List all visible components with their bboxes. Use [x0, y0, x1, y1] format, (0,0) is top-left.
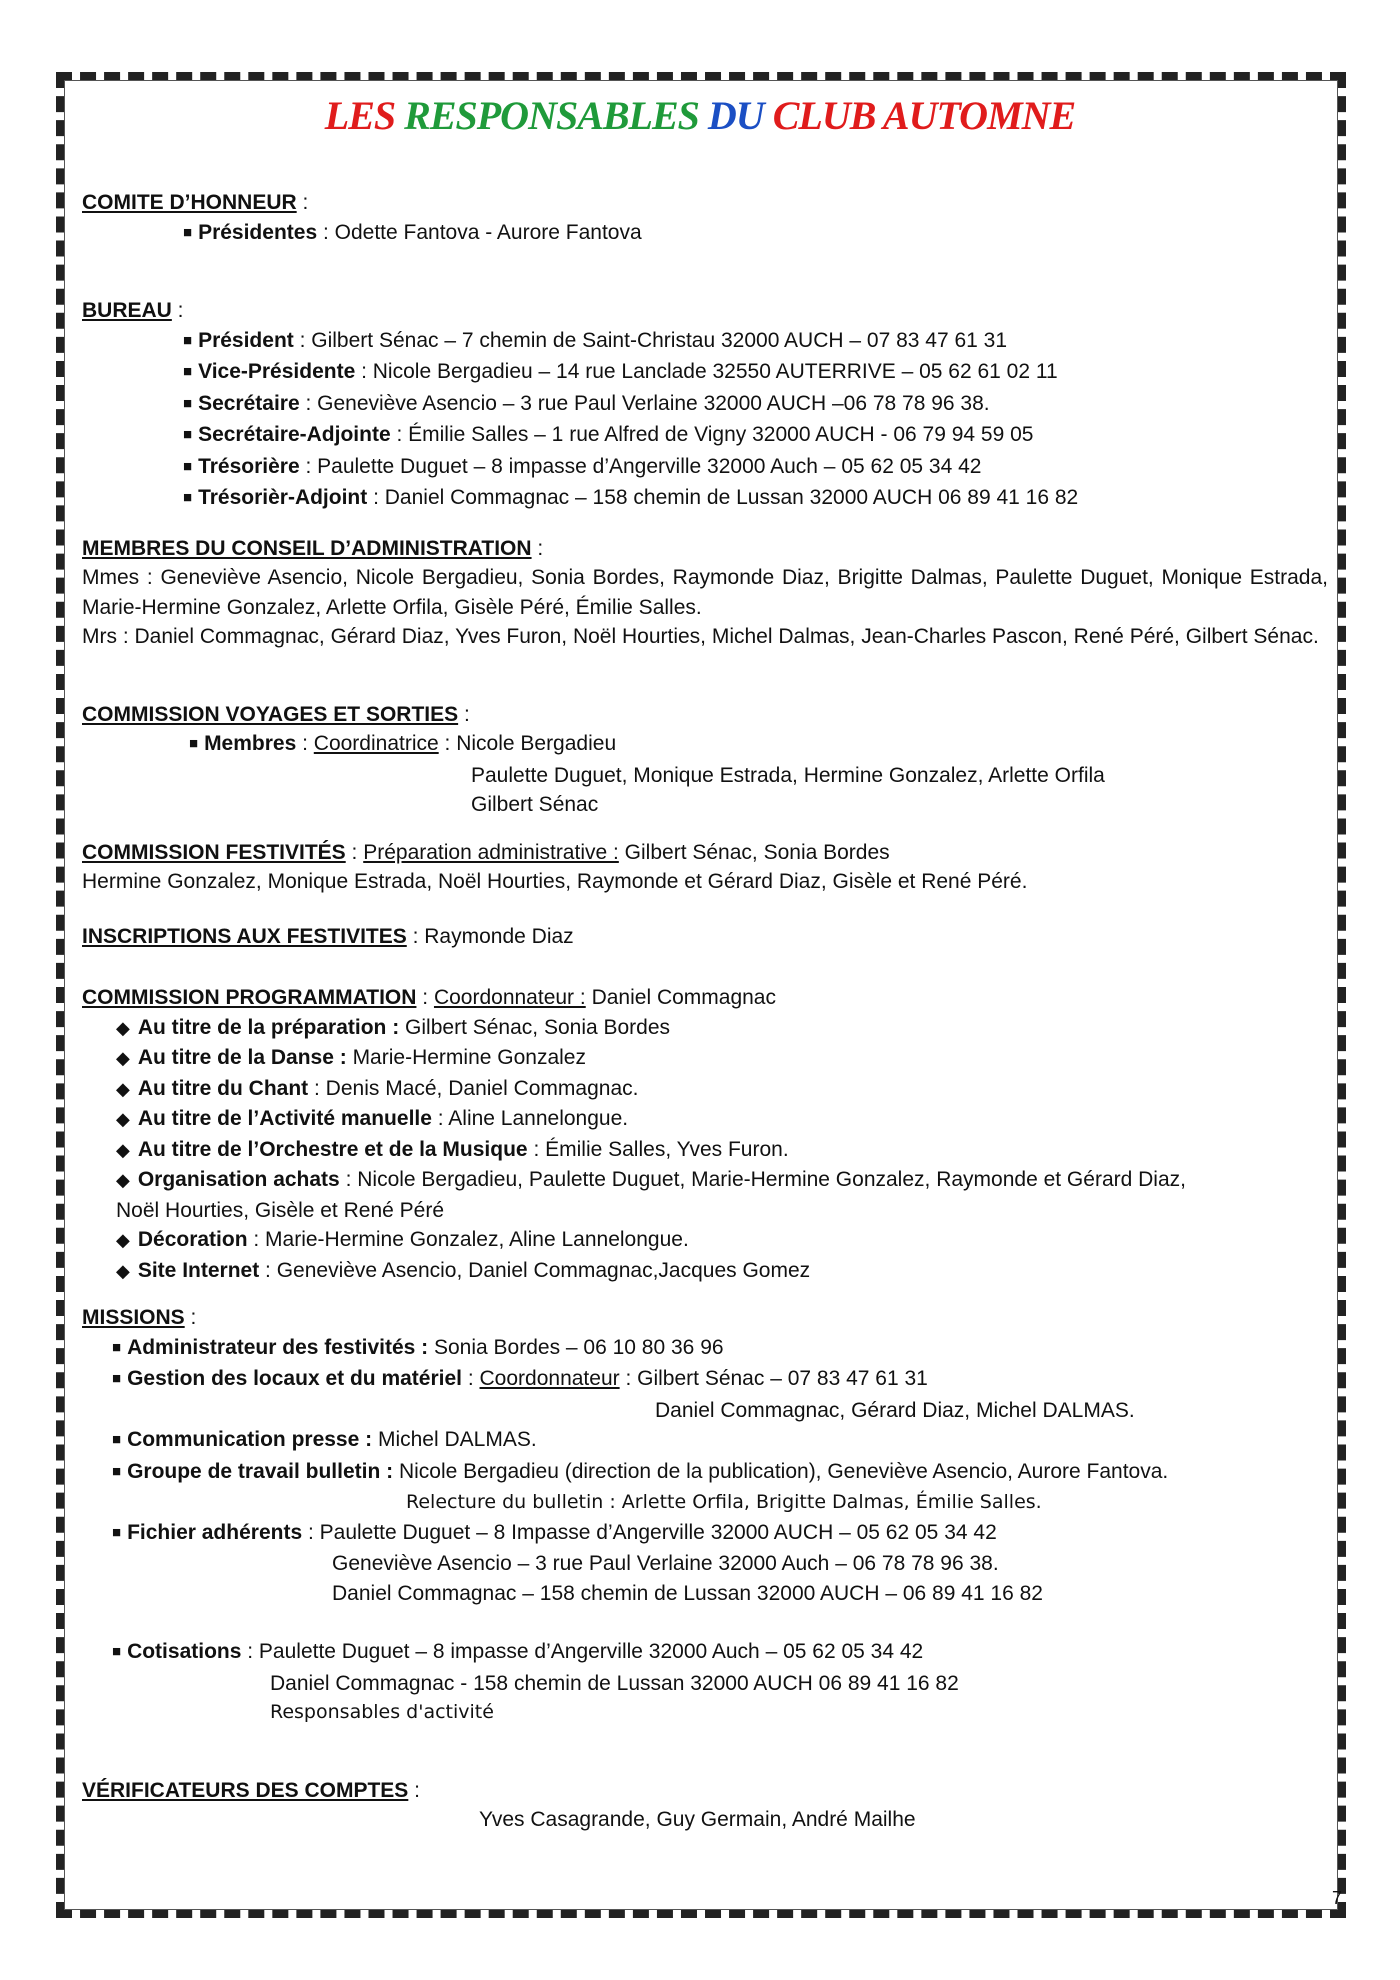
missions-value: : Paulette Duguet – 8 Impasse d’Angerville 32000 AUCH – 05 62 05 34 42: [302, 1520, 997, 1544]
bureau-value: : Gilbert Sénac – 7 chemin de Saint-Christau 32000 AUCH – 07 83 47 61 31: [293, 328, 1008, 352]
bureau-item: [82, 326, 1328, 358]
programmation-value: : Geneviève Asencio, Daniel Commagnac,Jacques Gomez: [259, 1258, 811, 1282]
sep: :: [462, 1367, 480, 1390]
programmation-item: [82, 1135, 1328, 1166]
honneur-item: [82, 218, 1328, 250]
missions-role: ■ Administrateur des festivités :: [112, 1336, 428, 1359]
festivites-heading-line: [82, 838, 1328, 868]
honneur-heading-line: [82, 188, 1328, 218]
page-title: [0, 92, 1400, 139]
programmation-item: [82, 1256, 1328, 1287]
bullet-value: : Odette Fantova - Aurore Fantova: [317, 220, 642, 244]
bureau-item: [82, 420, 1328, 452]
programmation-role: ◆ Au titre de la préparation :: [116, 1016, 399, 1039]
programmation-coord-value: Daniel Commagnac: [585, 986, 776, 1009]
missions-role: ■ Cotisations: [112, 1640, 241, 1663]
bureau-item: [82, 389, 1328, 421]
missions-heading-line: [82, 1303, 1328, 1333]
programmation-value: : Nicole Bergadieu, Paulette Duguet, Marie-Hermine Gonzalez, Raymonde et Gérard Diaz,: [339, 1168, 1186, 1191]
bureau-item: [82, 357, 1328, 389]
programmation-heading: COMMISSION PROGRAMMATION: [82, 986, 417, 1009]
conseil-heading: MEMBRES DU CONSEIL D’ADMINISTRATION: [82, 536, 532, 560]
heading-sep: :: [458, 702, 470, 726]
programmation-item: [82, 1013, 1328, 1044]
title-part-4: CLUB AUTOMNE: [772, 93, 1076, 138]
voyages-members-cont: Paulette Duguet, Monique Estrada, Hermine Gonzalez, Arlette Orfila: [471, 763, 1105, 787]
programmation-value: : Denis Macé, Daniel Commagnac.: [308, 1076, 639, 1100]
programmation-item: [82, 1074, 1328, 1105]
missions-item: [82, 1637, 1328, 1669]
sep: :: [416, 986, 434, 1009]
bureau-value: : Paulette Duguet – 8 impasse d’Angerville 32000 Auch – 05 62 05 34 42: [299, 454, 982, 478]
programmation-item: [82, 1165, 1328, 1196]
sep: :: [296, 732, 314, 755]
inscriptions-line: [82, 922, 1328, 952]
bureau-heading: BUREAU: [82, 299, 172, 322]
missions-item: [82, 1518, 1328, 1550]
missions-item: [82, 1364, 1328, 1396]
missions-item-cont: Geneviève Asencio – 3 rue Paul Verlaine 32000 Auch – 06 78 78 96 38.: [332, 1552, 999, 1575]
inscriptions-value: : Raymonde Diaz: [406, 924, 574, 948]
voyages-members: [82, 729, 1328, 761]
missions-role: ■ Groupe de travail bulletin :: [112, 1460, 393, 1483]
heading-sep: :: [296, 191, 309, 214]
bureau-role: ■ Secrétaire-Adjointe: [183, 423, 391, 446]
programmation-value: : Marie-Hermine Gonzalez, Aline Lannelongue.: [247, 1228, 689, 1251]
programmation-coord-label: Coordonnateur :: [433, 986, 586, 1009]
programmation-value: Marie-Hermine Gonzalez: [346, 1046, 586, 1069]
programmation-role: ◆ Au titre du Chant: [116, 1077, 308, 1100]
conseil-mrs: Mrs : Daniel Commagnac, Gérard Diaz, Yves Furon, Noël Hourties, Michel Dalmas, Jean-Charles Pascon, René Péré, Gilbert Sénac.: [82, 625, 1319, 648]
verificateurs-names: Yves Casagrande, Guy Germain, André Mailhe: [479, 1808, 916, 1831]
sep: :: [345, 840, 364, 864]
heading-sep: :: [408, 1778, 420, 1802]
page-number: 7: [1331, 1888, 1342, 1908]
missions-item: [82, 1425, 1328, 1457]
programmation-role: ◆ Organisation achats: [116, 1168, 340, 1191]
missions-item: [82, 1457, 1328, 1489]
missions-item-cont: Relecture du bulletin : Arlette Orfila, Brigitte Dalmas, Émilie Salles.: [406, 1491, 1042, 1513]
voyages-heading: COMMISSION VOYAGES ET SORTIES: [82, 702, 459, 726]
festivites-heading: COMMISSION FESTIVITÉS: [82, 840, 346, 864]
voyages-heading-line: [82, 700, 1328, 730]
heading-sep: :: [171, 299, 184, 322]
voyages-coord-value: : Nicole Bergadieu: [438, 732, 617, 755]
bureau-role: ■ Secrétaire: [183, 392, 300, 415]
programmation-value: : Aline Lannelongue.: [431, 1107, 629, 1130]
bureau-value: : Daniel Commagnac – 158 chemin de Lussan 32000 AUCH 06 89 41 16 82: [367, 486, 1079, 509]
bureau-item: [82, 452, 1328, 484]
missions-coord-label: Coordonnateur: [479, 1367, 620, 1390]
programmation-item-cont: Noël Hourties, Gisèle et René Péré: [116, 1198, 444, 1222]
missions-item-cont: Daniel Commagnac – 158 chemin de Lussan 32000 AUCH – 06 89 41 16 82: [332, 1581, 1043, 1605]
conseil-heading-line: [82, 534, 1328, 564]
missions-item-cont: Daniel Commagnac, Gérard Diaz, Michel DALMAS.: [655, 1398, 1135, 1422]
missions-role: ■ Communication presse :: [112, 1428, 372, 1451]
voyages-coord-label: Coordinatrice: [313, 732, 439, 755]
heading-sep: :: [184, 1306, 197, 1329]
missions-item-cont: Daniel Commagnac - 158 chemin de Lussan 32000 AUCH 06 89 41 16 82: [270, 1671, 959, 1695]
programmation-value: : Émilie Salles, Yves Furon.: [527, 1137, 789, 1161]
title-part-2: RESPONSABLES: [404, 93, 708, 138]
programmation-value: Gilbert Sénac, Sonia Bordes: [399, 1015, 671, 1039]
verificateurs-heading-line: [82, 1776, 1328, 1806]
document-body: [82, 188, 1328, 1835]
festivites-prep-value: Gilbert Sénac, Sonia Bordes: [618, 840, 890, 864]
missions-role: ■ Gestion des locaux et du matériel: [112, 1367, 462, 1390]
voyages-members-cont: Gilbert Sénac: [471, 793, 599, 816]
bureau-role: ■ Trésorière: [183, 455, 300, 478]
bureau-value: : Émilie Salles – 1 rue Alfred de Vigny 32000 AUCH - 06 79 94 59 05: [390, 423, 1034, 446]
missions-value: : Paulette Duguet – 8 impasse d’Angerville 32000 Auch – 05 62 05 34 42: [241, 1640, 924, 1663]
bureau-item: [82, 483, 1328, 515]
missions-value: Michel DALMAS.: [372, 1428, 537, 1451]
honneur-heading: COMITE D’HONNEUR: [82, 191, 297, 214]
verificateurs-heading: VÉRIFICATEURS DES COMPTES: [82, 1778, 409, 1802]
bureau-value: : Geneviève Asencio – 3 rue Paul Verlaine 32000 AUCH –06 78 78 96 38.: [299, 391, 990, 415]
programmation-item: [82, 1104, 1328, 1135]
programmation-item: [82, 1225, 1328, 1256]
programmation-role: ◆ Au titre de l’Orchestre et de la Musique: [116, 1138, 528, 1161]
missions-role: ■ Fichier adhérents: [112, 1521, 302, 1544]
bureau-role: ■ Vice-Présidente: [183, 360, 355, 383]
missions-item-cont: Responsables d'activité: [270, 1701, 494, 1723]
inscriptions-heading: INSCRIPTIONS AUX FESTIVITES: [82, 924, 407, 948]
missions-heading: MISSIONS: [82, 1306, 185, 1329]
programmation-role: ◆ Site Internet: [116, 1259, 259, 1282]
missions-value: Sonia Bordes – 06 10 80 36 96: [428, 1335, 724, 1359]
festivites-prep-label: Préparation administrative :: [363, 840, 619, 864]
conseil-mmes: Mmes : Geneviève Asencio, Nicole Bergadieu, Sonia Bordes, Raymonde Diaz, Brigitte Dalmas, Paulette Duguet, Monique Estrada, Marie-Hermine Gonzalez, Arlette Orfila, Gisèle Péré, Émilie Salles.: [82, 566, 1328, 619]
programmation-item: [82, 1043, 1328, 1074]
title-part-3: DU: [707, 93, 773, 138]
voyages-role: ■ Membres: [189, 732, 296, 755]
bureau-value: : Nicole Bergadieu – 14 rue Lanclade 32550 AUTERRIVE – 05 62 61 02 11: [355, 360, 1058, 383]
bullet-role: ■ Présidentes: [183, 221, 317, 244]
programmation-role: ◆ Au titre de l’Activité manuelle: [116, 1107, 432, 1130]
missions-item: [82, 1333, 1328, 1365]
programmation-heading-line: [82, 983, 1328, 1013]
missions-value: : Gilbert Sénac – 07 83 47 61 31: [619, 1367, 928, 1390]
festivites-members: Hermine Gonzalez, Monique Estrada, Noël Hourties, Raymonde et Gérard Diaz, Gisèle et René Péré.: [82, 870, 1028, 893]
missions-value: Nicole Bergadieu (direction de la publication), Geneviève Asencio, Aurore Fantova.: [393, 1459, 1169, 1483]
bureau-role: ■ Président: [183, 329, 294, 352]
bureau-heading-line: [82, 296, 1328, 326]
programmation-role: ◆ Au titre de la Danse :: [116, 1046, 347, 1069]
programmation-role: ◆ Décoration: [116, 1228, 248, 1251]
heading-sep: :: [531, 536, 544, 560]
title-part-1: LES: [324, 93, 405, 138]
bureau-role: ■ Trésorièr-Adjoint: [183, 486, 367, 509]
